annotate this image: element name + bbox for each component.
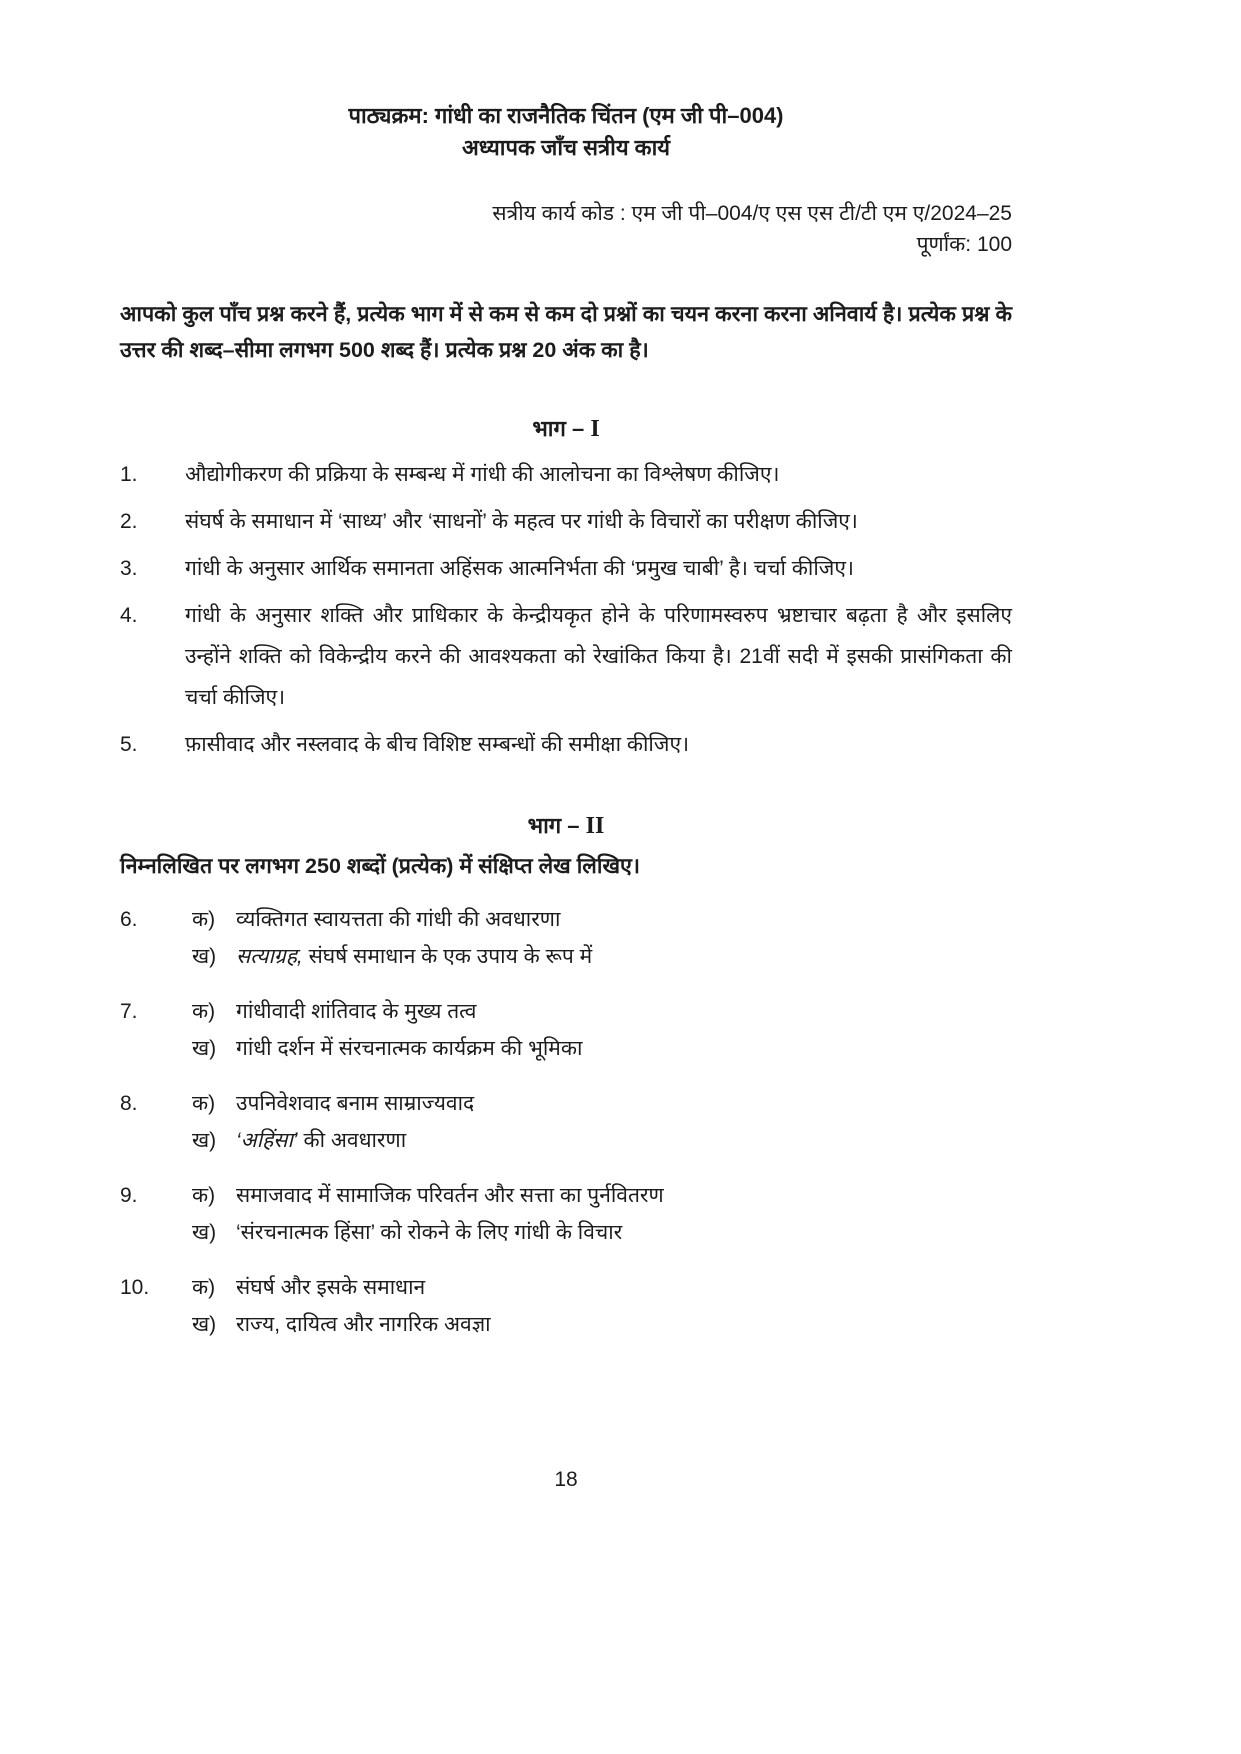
part2-question-8 bbox=[120, 1085, 1012, 1159]
course-title: पाठ्यक्रम: गांधी का राजनैतिक चिंतन (एम जी पी–004) bbox=[348, 103, 784, 128]
question-text bbox=[236, 1306, 1012, 1343]
question-text: समाजवाद में सामाजिक परिवर्तन और सत्ता का पुर्नवितरण bbox=[236, 1184, 664, 1207]
sub-question-a bbox=[120, 1269, 1012, 1306]
question-text: गांधी के अनुसार आर्थिक समानता अहिंसक आत्मनिर्भता की ‘प्रमुख चाबी’ है। चर्चा कीजिए। bbox=[185, 557, 854, 580]
sub-question-a bbox=[120, 1177, 1012, 1214]
question-number: 3. bbox=[120, 557, 138, 580]
question-number: 2. bbox=[120, 510, 138, 533]
question-text: औद्योगीकरण की प्रक्रिया के सम्बन्ध में गांधी की आलोचना का विश्लेषण कीजिए। bbox=[185, 463, 780, 486]
question-text: फ़ासीवाद और नस्लवाद के बीच विशिष्ट सम्बन्धों की समीक्षा कीजिए। bbox=[185, 733, 690, 756]
question-text: गांधी के अनुसार शक्ति और प्राधिकार के केन्द्रीयकृत होने के परिणामस्वरुप भ्रष्टाचार बढ़ता है और इसलिए उन्होंने शक्ति को विकेन्द्रीय करने की आवश्यकता को रेखांकित किया है। 21वीं सदी में इसकी प्रासंगिकता की चर्चा कीजिए। bbox=[185, 604, 1012, 709]
sub-question-a bbox=[120, 993, 1012, 1030]
sub-label: क) bbox=[192, 1000, 216, 1023]
question-number: 5. bbox=[120, 733, 138, 756]
question-text: गांधीवादी शांतिवाद के मुख्य तत्व bbox=[236, 1000, 477, 1023]
part1-question-list bbox=[120, 454, 1012, 765]
sub-question-b bbox=[120, 1214, 1012, 1251]
sub-label: क) bbox=[192, 1092, 216, 1115]
question-text-rest: राज्य, दायित्व और नागरिक अवज्ञा bbox=[236, 1313, 491, 1336]
sub-question-b bbox=[120, 1030, 1012, 1067]
part1-question-3 bbox=[120, 548, 1012, 589]
max-marks: पूर्णांक: 100 bbox=[916, 233, 1012, 256]
part1-heading-word: भाग – bbox=[532, 416, 585, 441]
general-instructions: आपको कुल पाँच प्रश्न करने हैं, प्रत्येक भाग में से कम से कम दो प्रश्नों का चयन करना करना अनिवार्य है। प्रत्येक प्रश्न के उत्तर की शब्द–सीमा लगभग 500 शब्द हैं। प्रत्येक प्रश्न 20 अंक का है। bbox=[120, 302, 1012, 362]
assignment-code-block bbox=[120, 198, 1012, 260]
part1-question-2 bbox=[120, 501, 1012, 542]
part1-question-4 bbox=[120, 595, 1012, 718]
sub-label: ख) bbox=[192, 945, 217, 968]
sub-question-a bbox=[120, 1085, 1012, 1122]
part2-question-list bbox=[120, 901, 1012, 1343]
question-number: 9. bbox=[120, 1184, 138, 1207]
question-number: 8. bbox=[120, 1092, 138, 1115]
sub-label: ख) bbox=[192, 1313, 217, 1336]
question-number: 4. bbox=[120, 604, 138, 627]
part2-question-10 bbox=[120, 1269, 1012, 1343]
part1-question-1 bbox=[120, 454, 1012, 495]
assignment-code: सत्रीय कार्य कोड : एम जी पी–004/ए एस एस टी/टी एम ए/2024–25 bbox=[492, 202, 1012, 225]
question-number-spacer bbox=[120, 1306, 192, 1343]
part1-heading-numeral: I bbox=[590, 416, 600, 442]
question-text-rest: ‘संरचनात्मक हिंसा’ को रोकने के लिए गांधी के विचार bbox=[236, 1221, 623, 1244]
question-number: 10. bbox=[120, 1276, 150, 1299]
question-number: 6. bbox=[120, 908, 138, 931]
sub-question-b bbox=[120, 1306, 1012, 1343]
question-number-spacer bbox=[120, 1122, 192, 1159]
part2-instruction: निम्नलिखित पर लगभग 250 शब्दों (प्रत्येक) में संक्षिप्त लेख लिखिए। bbox=[120, 854, 641, 878]
sub-label: ख) bbox=[192, 1129, 217, 1152]
part2-question-7 bbox=[120, 993, 1012, 1067]
sub-question-b bbox=[120, 1122, 1012, 1159]
question-text: संघर्ष के समाधान में ‘साध्य’ और ‘साधनों’ के महत्व पर गांधी के विचारों का परीक्षण कीजिए। bbox=[185, 510, 858, 533]
part2-heading bbox=[120, 811, 1012, 841]
question-text-rest: की अवधारणा bbox=[297, 1129, 407, 1152]
assignment-subtitle: अध्यापक जाँच सत्रीय कार्य bbox=[461, 135, 671, 160]
part1-heading bbox=[120, 414, 1012, 444]
part2-question-6 bbox=[120, 901, 1012, 975]
question-number-spacer bbox=[120, 938, 192, 975]
sub-label: ख) bbox=[192, 1221, 217, 1244]
question-text bbox=[236, 938, 1012, 975]
part2-question-9 bbox=[120, 1177, 1012, 1251]
question-text bbox=[236, 1030, 1012, 1067]
part2-heading-word: भाग – bbox=[527, 813, 580, 838]
question-number-spacer bbox=[120, 1214, 192, 1251]
sub-label: ख) bbox=[192, 1037, 217, 1060]
question-text: उपनिवेशवाद बनाम साम्राज्यवाद bbox=[236, 1092, 475, 1115]
question-text bbox=[236, 1122, 1012, 1159]
sub-question-a bbox=[120, 901, 1012, 938]
question-text bbox=[236, 1214, 1012, 1251]
page-number: 18 bbox=[554, 1468, 578, 1491]
question-text: व्यक्तिगत स्वायत्तता की गांधी की अवधारणा bbox=[236, 908, 561, 931]
sub-label: क) bbox=[192, 908, 216, 931]
question-text-rest: संघर्ष समाधान के एक उपाय के रूप में bbox=[302, 945, 593, 968]
question-text-rest: गांधी दर्शन में संरचनात्मक कार्यक्रम की भूमिका bbox=[236, 1037, 583, 1060]
question-number-spacer bbox=[120, 1030, 192, 1067]
sub-label: क) bbox=[192, 1184, 216, 1207]
sub-label: क) bbox=[192, 1276, 216, 1299]
question-number: 7. bbox=[120, 1000, 138, 1023]
italic-term: ‘अहिंसा’ bbox=[236, 1129, 298, 1152]
sub-question-b bbox=[120, 938, 1012, 975]
part2-heading-numeral: II bbox=[585, 813, 605, 839]
part1-question-5 bbox=[120, 724, 1012, 765]
question-number: 1. bbox=[120, 463, 138, 486]
question-text: संघर्ष और इसके समाधान bbox=[236, 1276, 426, 1299]
italic-term: सत्याग्रह, bbox=[236, 945, 303, 968]
page-content bbox=[120, 100, 1012, 1343]
